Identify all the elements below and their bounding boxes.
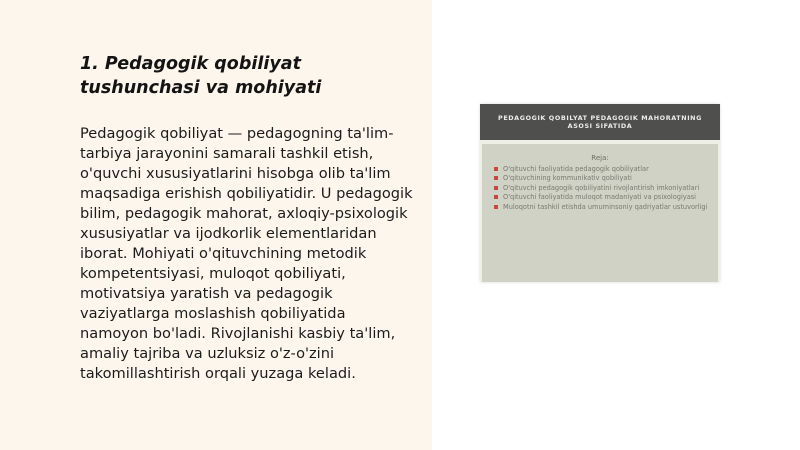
slide-content-box [482,144,718,282]
list-item [494,165,708,173]
list-item-text: O'qituvchi faoliyatida muloqot madaniyati va psixologiyasi [503,193,697,202]
square-bullet-icon [494,176,498,180]
square-bullet-icon [494,167,498,171]
section-heading: 1. Pedagogik qobiliyat tushunchasi va mohiyati [80,54,322,98]
list-item [494,174,708,182]
list-item [494,203,708,211]
section-body-text: Pedagogik qobiliyat — pedagogning ta'lim-tarbiya jarayonini samarali tashkil etish, o'quvchi xususiyatlarini hisobga olib ta'lim maqsadiga erishish qobiliyatidir. U pedagogik bilim, pedagogik mahorat, axloqiy-psixologik xususiyatlar va ijodkorlik elementlaridan iborat. Mohiyati o'qituvchining metodik kompetentsiyasi, muloqot qobiliyati, motivatsiya yaratish va pedagogik vaziyatlarga moslashish qobiliyatida namoyon bo'ladi. Rivojlanishi kasbiy ta'lim, amaliy tajriba va uzluksiz o'z-o'zini takomillashtirish orqali yuzaga keladi. [80,125,413,382]
list-item-text: O'qituvchi faoliyatida pedagogik qobiliyatlar [503,165,649,173]
list-item [494,193,708,201]
square-bullet-icon [494,205,498,209]
list-item-text: O'qituvchining kommunikativ qobiliyati [503,174,632,183]
square-bullet-icon [494,195,498,199]
slide-title: PEDAGOGIK QOBILYAT PEDAGOGIK MAHORATNING ASOSI SIFATIDA [498,113,702,130]
slide-subtitle: Reja: [591,154,609,162]
slide-thumbnail [480,104,720,282]
slide-bullet-list [494,165,708,212]
list-item-text: O'qituvchi pedagogik qobiliyatini rivojlantirish imkoniyatlari [503,183,700,192]
square-bullet-icon [494,186,498,190]
slide-header [480,104,720,140]
list-item [494,184,708,192]
list-item-text: Muloqotni tashkil etishda umuminsoniy qadriyatlar ustuvorligi [503,202,708,211]
